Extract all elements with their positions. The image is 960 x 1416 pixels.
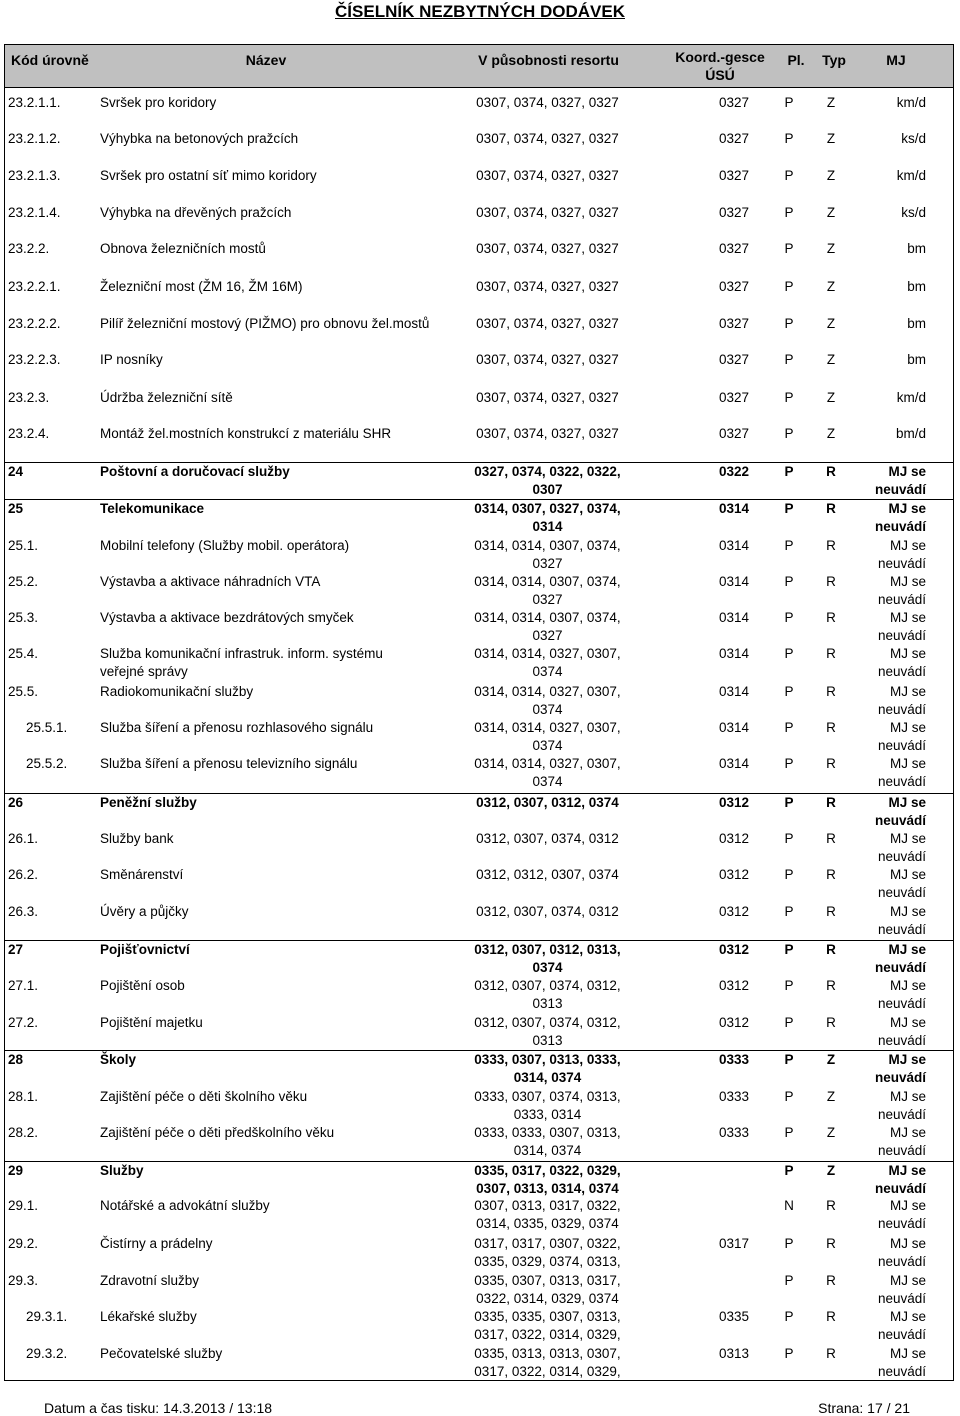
row-resort: 0307, 0374, 0327, 0327	[476, 279, 619, 294]
row-mj: bm	[907, 279, 926, 294]
row-pl: P	[784, 1273, 794, 1288]
row-resort: 0314, 0314, 0307, 0374, 0327	[474, 574, 621, 607]
row-typ: R	[826, 1015, 836, 1030]
table-row	[4, 499, 954, 534]
row-resort: 0335, 0313, 0313, 0307, 0317, 0322, 0314, 0329,	[474, 1346, 621, 1379]
row-name: Údržba železniční sítě	[100, 390, 233, 405]
row-mj: MJ se neuvádí	[877, 904, 926, 937]
row-typ: Z	[826, 95, 836, 110]
row-resort: 0333, 0333, 0307, 0313, 0314, 0374	[474, 1125, 621, 1158]
row-resort: 0307, 0374, 0327, 0327	[476, 205, 619, 220]
row-typ: Z	[826, 316, 836, 331]
row-koord: 0322	[718, 464, 749, 479]
row-name: Služby	[100, 1163, 144, 1178]
row-koord: 0314	[718, 574, 749, 589]
row-code: 24	[8, 464, 24, 479]
row-resort: 0314, 0314, 0327, 0307, 0374	[474, 684, 621, 717]
row-koord: 0314	[718, 684, 749, 699]
row-code: 23.2.2.	[8, 241, 50, 256]
row-name: Pojištění majetku	[100, 1015, 203, 1030]
row-typ: R	[826, 1346, 836, 1361]
row-koord: 0327	[718, 390, 749, 405]
row-mj: MJ se neuvádí	[877, 1236, 926, 1269]
row-pl: P	[784, 241, 794, 256]
row-resort: 0314, 0314, 0327, 0307, 0374	[474, 646, 621, 679]
row-koord: 0312	[718, 831, 749, 846]
row-typ: Z	[826, 279, 836, 294]
row-pl: P	[784, 1015, 794, 1030]
row-code: 29.3.1.	[26, 1309, 68, 1324]
row-code: 27.1.	[8, 978, 39, 993]
table-row	[4, 462, 954, 497]
row-koord: 0312	[718, 867, 749, 882]
row-code: 23.2.1.4.	[8, 205, 61, 220]
row-code: 23.2.1.1.	[8, 95, 61, 110]
row-resort: 0307, 0374, 0327, 0327	[476, 131, 619, 146]
row-koord: 0312	[718, 795, 749, 810]
row-typ: R	[826, 684, 836, 699]
row-code: 27.2.	[8, 1015, 39, 1030]
row-name: Výhybka na dřevěných pražcích	[100, 205, 292, 220]
row-mj: MJ se neuvádí	[877, 867, 926, 900]
header-mj: MJ	[886, 52, 906, 68]
row-koord: 0333	[718, 1052, 749, 1067]
row-code: 27	[8, 942, 24, 957]
table-row	[4, 1161, 954, 1196]
row-name: Výhybka na betonových pražcích	[100, 131, 299, 146]
row-koord: 0327	[718, 279, 749, 294]
row-mj: MJ se neuvádí	[877, 684, 926, 717]
row-mj: ks/d	[901, 205, 926, 220]
row-pl: P	[784, 756, 794, 771]
row-koord: 0314	[718, 501, 749, 516]
row-code: 23.2.1.3.	[8, 168, 61, 183]
row-mj: MJ se neuvádí	[877, 1309, 926, 1342]
row-pl: P	[784, 316, 794, 331]
row-resort: 0312, 0307, 0374, 0312	[476, 904, 619, 919]
row-typ: R	[826, 831, 836, 846]
row-pl: P	[784, 1236, 794, 1251]
row-resort: 0312, 0307, 0312, 0313, 0374	[474, 942, 621, 975]
print-datetime: Datum a čas tisku: 14.3.2013 / 13:18	[44, 1400, 273, 1416]
row-resort: 0314, 0314, 0327, 0307, 0374	[474, 720, 621, 753]
row-name: IP nosníky	[100, 352, 163, 367]
row-mj: MJ se neuvádí	[877, 646, 926, 679]
row-resort: 0335, 0335, 0307, 0313, 0317, 0322, 0314, 0329,	[474, 1309, 621, 1342]
row-resort: 0314, 0307, 0327, 0374, 0314	[474, 501, 621, 534]
row-mj: MJ se neuvádí	[877, 1015, 926, 1048]
row-resort: 0312, 0307, 0312, 0374	[476, 795, 619, 810]
row-mj: MJ se neuvádí	[877, 831, 926, 864]
row-name: Mobilní telefony (Služby mobil. operátora)	[100, 538, 350, 553]
row-code: 23.2.4.	[8, 426, 50, 441]
row-code: 29.3.	[8, 1273, 39, 1288]
row-koord: 0327	[718, 352, 749, 367]
row-resort: 0307, 0374, 0327, 0327	[476, 352, 619, 367]
row-resort: 0307, 0374, 0327, 0327	[476, 168, 619, 183]
row-pl: P	[784, 684, 794, 699]
page-number: Strana: 17 / 21	[818, 1400, 910, 1416]
row-pl: P	[784, 867, 794, 882]
row-typ: R	[826, 538, 836, 553]
row-name: Pojištění osob	[100, 978, 185, 993]
row-typ: R	[826, 646, 836, 661]
row-pl: P	[784, 95, 794, 110]
row-pl: P	[784, 831, 794, 846]
row-mj: MJ se neuvádí	[877, 978, 926, 1011]
row-mj: MJ se neuvádí	[877, 1089, 926, 1122]
row-typ: Z	[826, 1163, 836, 1178]
row-resort: 0312, 0307, 0374, 0312, 0313	[474, 1015, 621, 1048]
row-code: 29.2.	[8, 1236, 39, 1251]
row-pl: P	[784, 904, 794, 919]
row-mj: MJ se neuvádí	[877, 610, 926, 643]
row-name: Svršek pro koridory	[100, 95, 217, 110]
row-code: 23.2.2.2.	[8, 316, 61, 331]
row-name: Lékařské služby	[100, 1309, 197, 1324]
row-koord: 0314	[718, 720, 749, 735]
row-name: Služba komunikační infrastruk. inform. systému veřejné správy	[100, 646, 383, 679]
row-name: Montáž žel.mostních konstrukcí z materiálu SHR	[100, 426, 392, 441]
row-resort: 0314, 0314, 0327, 0307, 0374	[474, 756, 621, 789]
row-pl: P	[784, 795, 794, 810]
row-code: 23.2.2.1.	[8, 279, 61, 294]
row-mj: km/d	[896, 168, 926, 183]
row-code: 23.2.1.2.	[8, 131, 61, 146]
row-typ: R	[826, 1198, 836, 1213]
row-pl: P	[784, 538, 794, 553]
row-name: Čistírny a prádelny	[100, 1236, 213, 1251]
row-typ: R	[826, 501, 836, 516]
row-resort: 0327, 0374, 0322, 0322, 0307	[474, 464, 621, 497]
row-name: Výstavba a aktivace bezdrátových smyček	[100, 610, 354, 625]
row-pl: P	[784, 978, 794, 993]
row-mj: MJ se neuvádí	[874, 1052, 926, 1085]
row-koord: 0327	[718, 205, 749, 220]
row-pl: P	[784, 279, 794, 294]
header-resort: V působnosti resortu	[478, 52, 619, 68]
row-pl: P	[784, 131, 794, 146]
row-name: Obnova železničních mostů	[100, 241, 266, 256]
row-resort: 0312, 0307, 0374, 0312, 0313	[474, 978, 621, 1011]
row-code: 25.5.	[8, 684, 39, 699]
row-mj: MJ se neuvádí	[874, 1163, 926, 1196]
row-resort: 0307, 0313, 0317, 0322, 0314, 0335, 0329, 0374	[474, 1198, 621, 1231]
row-typ: Z	[826, 131, 836, 146]
row-typ: R	[826, 1236, 836, 1251]
row-koord: 0327	[718, 316, 749, 331]
row-koord: 0327	[718, 131, 749, 146]
row-resort: 0307, 0374, 0327, 0327	[476, 390, 619, 405]
row-code: 25.2.	[8, 574, 39, 589]
row-pl: P	[784, 390, 794, 405]
row-code: 26.1.	[8, 831, 39, 846]
row-koord: 0312	[718, 978, 749, 993]
row-code: 25.1.	[8, 538, 39, 553]
row-typ: R	[826, 464, 836, 479]
table-row	[4, 940, 954, 975]
row-resort: 0312, 0312, 0307, 0374	[476, 867, 619, 882]
row-code: 28.2.	[8, 1125, 39, 1140]
row-typ: Z	[826, 390, 836, 405]
row-code: 26	[8, 795, 24, 810]
row-typ: R	[826, 942, 836, 957]
row-pl: P	[784, 426, 794, 441]
row-code: 23.2.2.3.	[8, 352, 61, 367]
row-typ: Z	[826, 168, 836, 183]
row-pl: P	[784, 501, 794, 516]
row-koord: 0314	[718, 610, 749, 625]
row-resort: 0307, 0374, 0327, 0327	[476, 316, 619, 331]
row-resort: 0307, 0374, 0327, 0327	[476, 95, 619, 110]
row-koord: 0317	[718, 1236, 749, 1251]
row-mj: bm	[907, 241, 926, 256]
table-header	[4, 44, 954, 88]
row-mj: bm	[907, 352, 926, 367]
row-typ: R	[826, 610, 836, 625]
row-typ: R	[826, 867, 836, 882]
row-pl: P	[784, 1052, 794, 1067]
row-mj: MJ se neuvádí	[874, 464, 926, 497]
row-code: 25.4.	[8, 646, 39, 661]
row-typ: Z	[826, 1125, 836, 1140]
row-name: Zajištění péče o děti předškolního věku	[100, 1125, 335, 1140]
row-koord: 0335	[718, 1309, 749, 1324]
row-koord: 0313	[718, 1346, 749, 1361]
row-koord: 0327	[718, 241, 749, 256]
row-code: 25.5.2.	[26, 756, 68, 771]
row-code: 25.3.	[8, 610, 39, 625]
row-code: 23.2.3.	[8, 390, 50, 405]
row-koord: 0327	[718, 426, 749, 441]
row-name: Úvěry a půjčky	[100, 904, 189, 919]
row-name: Poštovní a doručovací služby	[100, 464, 290, 479]
table-row	[4, 1050, 954, 1085]
row-resort: 0314, 0314, 0307, 0374, 0327	[474, 610, 621, 643]
row-resort: 0307, 0374, 0327, 0327	[476, 426, 619, 441]
row-pl: P	[784, 1089, 794, 1104]
row-code: 25	[8, 501, 24, 516]
row-name: Železniční most (ŽM 16, ŽM 16M)	[100, 279, 303, 294]
row-typ: R	[826, 904, 836, 919]
row-typ: R	[826, 1309, 836, 1324]
row-pl: P	[784, 646, 794, 661]
row-name: Radiokomunikační služby	[100, 684, 254, 699]
row-mj: km/d	[896, 95, 926, 110]
row-resort: 0317, 0317, 0307, 0322, 0335, 0329, 0374, 0313,	[474, 1236, 621, 1269]
row-name: Svršek pro ostatní síť mimo koridory	[100, 168, 317, 183]
row-pl: N	[784, 1198, 794, 1213]
row-pl: P	[784, 1346, 794, 1361]
row-typ: R	[826, 978, 836, 993]
row-koord: 0314	[718, 646, 749, 661]
row-name: Školy	[100, 1052, 137, 1067]
row-resort: 0312, 0307, 0374, 0312	[476, 831, 619, 846]
row-typ: R	[826, 720, 836, 735]
row-koord: 0327	[718, 168, 749, 183]
row-resort: 0333, 0307, 0374, 0313, 0333, 0314	[474, 1089, 621, 1122]
row-typ: R	[826, 1273, 836, 1288]
header-koord: Koord.-gesce ÚSÚ	[675, 49, 765, 83]
row-koord: 0333	[718, 1089, 749, 1104]
row-code: 26.3.	[8, 904, 39, 919]
header-typ: Typ	[822, 52, 846, 68]
row-typ: Z	[826, 205, 836, 220]
row-pl: P	[784, 464, 794, 479]
row-resort: 0307, 0374, 0327, 0327	[476, 241, 619, 256]
row-name: Pečovatelské služby	[100, 1346, 223, 1361]
row-name: Telekomunikace	[100, 501, 205, 516]
page-title: ČÍSELNÍK NEZBYTNÝCH DODÁVEK	[335, 2, 625, 21]
row-typ: Z	[826, 1089, 836, 1104]
row-pl: P	[784, 1125, 794, 1140]
row-typ: R	[826, 795, 836, 810]
row-mj: MJ se neuvádí	[877, 574, 926, 607]
row-typ: Z	[826, 426, 836, 441]
row-resort: 0335, 0307, 0313, 0317, 0322, 0314, 0329, 0374	[474, 1273, 621, 1306]
row-mj: MJ se neuvádí	[877, 538, 926, 571]
row-resort: 0333, 0307, 0313, 0333, 0314, 0374	[474, 1052, 621, 1085]
header-name: Název	[245, 52, 287, 68]
row-mj: bm/d	[895, 426, 926, 441]
row-typ: Z	[826, 241, 836, 256]
row-koord: 0314	[718, 756, 749, 771]
row-resort: 0335, 0317, 0322, 0329, 0307, 0313, 0314, 0374	[474, 1163, 621, 1196]
row-code: 26.2.	[8, 867, 39, 882]
row-typ: Z	[826, 352, 836, 367]
row-code: 28.1.	[8, 1089, 39, 1104]
row-name: Notářské a advokátní služby	[100, 1198, 270, 1213]
row-code: 29	[8, 1163, 24, 1178]
row-mj: MJ se neuvádí	[877, 720, 926, 753]
row-mj: ks/d	[901, 131, 926, 146]
header-code: Kód úrovně	[11, 52, 89, 68]
row-koord: 0312	[718, 1015, 749, 1030]
row-mj: MJ se neuvádí	[877, 1346, 926, 1379]
row-name: Výstavba a aktivace náhradních VTA	[100, 574, 321, 589]
row-resort: 0314, 0314, 0307, 0374, 0327	[474, 538, 621, 571]
row-koord: 0314	[718, 538, 749, 553]
row-mj: MJ se neuvádí	[877, 1273, 926, 1306]
row-mj: km/d	[896, 390, 926, 405]
row-code: 25.5.1.	[26, 720, 68, 735]
row-koord: 0312	[718, 904, 749, 919]
row-pl: P	[784, 168, 794, 183]
header-pl: Pl.	[787, 52, 805, 68]
row-name: Zdravotní služby	[100, 1273, 200, 1288]
row-typ: Z	[826, 1052, 836, 1067]
row-mj: MJ se neuvádí	[877, 1125, 926, 1158]
row-pl: P	[784, 1309, 794, 1324]
row-mj: bm	[907, 316, 926, 331]
row-name: Pojišťovnictví	[100, 942, 190, 957]
row-mj: MJ se neuvádí	[874, 795, 926, 828]
row-name: Peněžní služby	[100, 795, 197, 810]
row-name: Směnárenství	[100, 867, 184, 882]
row-pl: P	[784, 720, 794, 735]
row-pl: P	[784, 205, 794, 220]
row-code: 29.1.	[8, 1198, 39, 1213]
row-mj: MJ se neuvádí	[874, 501, 926, 534]
row-code: 28	[8, 1052, 24, 1067]
row-name: Služba šíření a přenosu televizního signálu	[100, 756, 358, 771]
row-koord: 0327	[718, 95, 749, 110]
row-pl: P	[784, 574, 794, 589]
row-pl: P	[784, 352, 794, 367]
row-code: 29.3.2.	[26, 1346, 68, 1361]
table-row	[4, 793, 954, 828]
row-koord: 0312	[718, 942, 749, 957]
row-pl: P	[784, 942, 794, 957]
row-typ: R	[826, 574, 836, 589]
row-koord: 0333	[718, 1125, 749, 1140]
row-typ: R	[826, 756, 836, 771]
row-mj: MJ se neuvádí	[874, 942, 926, 975]
row-pl: P	[784, 1163, 794, 1178]
row-name: Služby bank	[100, 831, 174, 846]
row-pl: P	[784, 610, 794, 625]
row-name: Pilíř železniční mostový (PIŽMO) pro obnovu žel.mostů	[100, 316, 430, 331]
row-name: Zajištění péče o děti školního věku	[100, 1089, 308, 1104]
row-mj: MJ se neuvádí	[877, 756, 926, 789]
row-name: Služba šíření a přenosu rozhlasového signálu	[100, 720, 374, 735]
row-mj: MJ se neuvádí	[877, 1198, 926, 1231]
